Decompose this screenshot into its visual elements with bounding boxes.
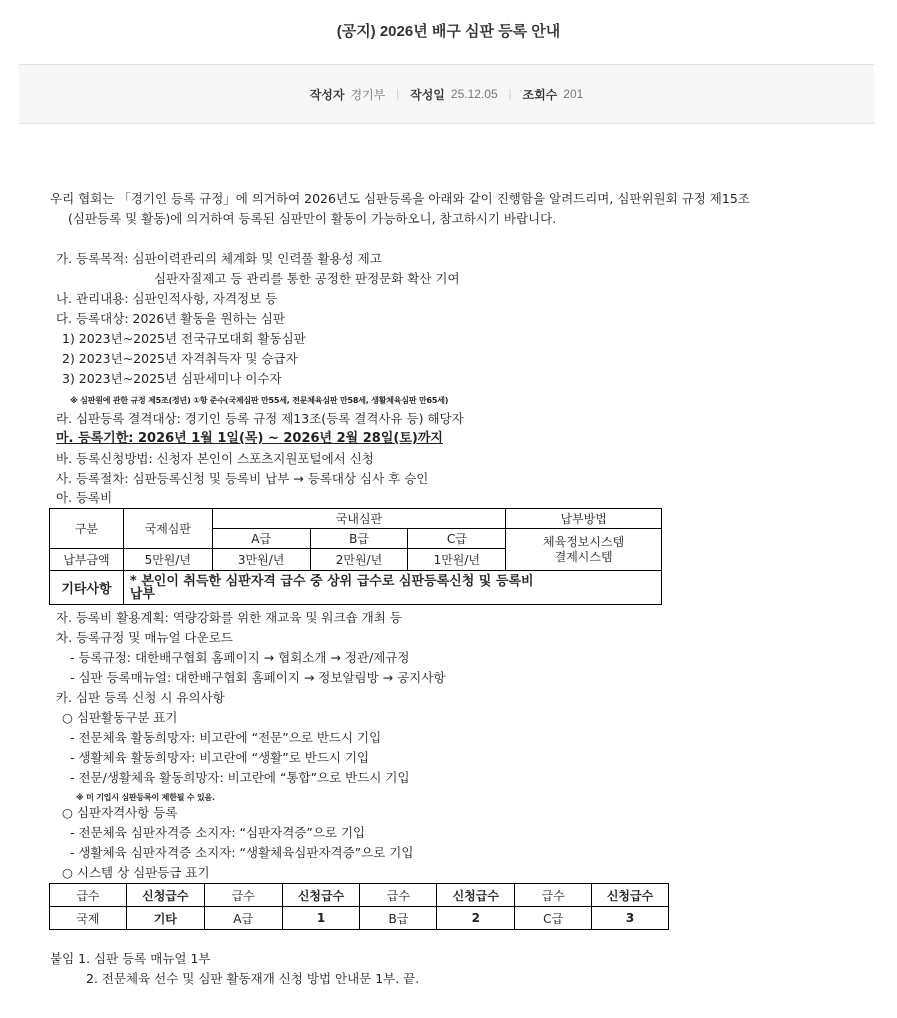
fee-header-pay: 납부방법 bbox=[506, 509, 662, 529]
fee-header-domestic: 국내심판 bbox=[212, 509, 505, 529]
grade-cell: C급 bbox=[515, 907, 592, 930]
grade-header: 급수 bbox=[204, 884, 282, 907]
fee-pay-method-line: 결제시스템 bbox=[554, 549, 613, 564]
views-value: 201 bbox=[563, 87, 584, 101]
section-sa: 사. 등록절차: 심판등록신청 및 등록비 납부 → 등록대상 심사 후 승인 bbox=[56, 471, 429, 486]
fee-header-a: A급 bbox=[212, 529, 310, 549]
fee-intl-amount: 5만원/년 bbox=[123, 549, 212, 571]
fee-etc-text bbox=[123, 571, 661, 605]
section-ka-group: ○ 심판활동구분 표기 bbox=[62, 710, 178, 725]
section-da-item: 1) 2023년~2025년 전국규모대회 활동심판 bbox=[62, 331, 306, 346]
views-label: 조회수 bbox=[522, 87, 558, 102]
date-value: 25.12.05 bbox=[450, 87, 498, 101]
fee-row-label: 납부금액 bbox=[50, 549, 124, 571]
section-ka-note: ※ 미 기입시 심판등록이 제한될 수 있음. bbox=[76, 793, 215, 802]
grade-cell: 3 bbox=[592, 907, 669, 930]
section-da-note: ※ 심판원에 관한 규정 제5조(정년) ①항 준수(국제심판 만55세, 전문체육심판 만58세, 생활체육심판 만65세) bbox=[70, 396, 449, 405]
attachment-line-2: 2. 전문체육 선수 및 심판 활동재개 신청 방법 안내문 1부. 끝. bbox=[86, 971, 420, 986]
grade-cell: 2 bbox=[437, 907, 515, 930]
grade-cell: A급 bbox=[204, 907, 282, 930]
section-ka-group: ○ 심판자격사항 등록 bbox=[62, 805, 178, 820]
fee-pay-method bbox=[506, 529, 662, 571]
section-ga-cont: 심판자질제고 등 관리를 통한 공정한 판정문화 확산 기여 bbox=[154, 271, 460, 286]
fee-header-intl: 국제심판 bbox=[123, 509, 212, 549]
fee-etc-label: 기타사항 bbox=[50, 571, 124, 605]
section-ka-item: - 전문/생활체육 활동희망자: 비고란에 “통합”으로 반드시 기입 bbox=[70, 770, 410, 785]
section-ka-group: ○ 시스템 상 심판등급 표기 bbox=[62, 865, 210, 880]
grade-header: 급수 bbox=[360, 884, 437, 907]
date-label: 작성일 bbox=[410, 87, 445, 102]
fee-b-amount: 2만원/년 bbox=[310, 549, 408, 571]
grade-header: 급수 bbox=[515, 884, 592, 907]
grade-header: 신청급수 bbox=[126, 884, 204, 907]
grade-header: 신청급수 bbox=[282, 884, 360, 907]
section-ka-item: - 생활체육 활동희망자: 비고란에 “생활”로 반드시 기입 bbox=[70, 750, 370, 765]
author-label: 작성자 bbox=[309, 87, 345, 102]
grade-header: 신청급수 bbox=[437, 884, 515, 907]
section-ra: 라. 심판등록 결격대상: 경기인 등록 규정 제13조(등록 결격사유 등) 해당자 bbox=[56, 411, 464, 426]
author-value: 경기부 bbox=[350, 87, 386, 102]
section-cha: 차. 등록규정 및 매뉴얼 다운로드 bbox=[56, 630, 233, 645]
fee-table bbox=[49, 508, 662, 605]
intro-line-1: 우리 협회는 「경기인 등록 규정」에 의거하여 2026년도 심판등록을 아래와 같이 진행함을 알려드리며, 심판위원회 규정 제15조 bbox=[50, 191, 750, 206]
section-na: 나. 관리내용: 심판인적사항, 자격정보 등 bbox=[56, 291, 278, 306]
section-ga: 가. 등록목적: 심판이력관리의 체계화 및 인력풀 활용성 제고 bbox=[56, 251, 382, 266]
fee-etc-text-line: * 본인이 취득한 심판자격 급수 중 상위 급수로 심판등록신청 및 등록비 bbox=[129, 573, 534, 589]
section-cha-item: - 심판 등록매뉴얼: 대한배구협회 홈페이지 → 정보알림방 → 공지사항 bbox=[70, 670, 446, 685]
grade-cell: 국제 bbox=[50, 907, 127, 930]
fee-c-amount: 1만원/년 bbox=[408, 549, 506, 571]
meta-divider: | bbox=[508, 88, 512, 100]
section-cha-item: - 등록규정: 대한배구협회 홈페이지 → 협회소개 → 정관/제규정 bbox=[70, 650, 410, 665]
section-ma-deadline: 마. 등록기한: 2026년 1월 1일(목) ~ 2026년 2월 28일(토)까지 bbox=[56, 431, 443, 446]
fee-header-b: B급 bbox=[310, 529, 408, 549]
section-da: 다. 등록대상: 2026년 활동을 원하는 심판 bbox=[56, 311, 285, 326]
grade-header: 신청급수 bbox=[592, 884, 669, 907]
fee-a-amount: 3만원/년 bbox=[212, 549, 310, 571]
post-meta-bar bbox=[19, 64, 874, 124]
section-ka: 카. 심판 등록 신청 시 유의사항 bbox=[56, 690, 225, 705]
grade-header: 급수 bbox=[50, 884, 127, 907]
fee-pay-method-line: 체육정보시스템 bbox=[543, 534, 625, 549]
section-ka-item: - 전문체육 활동희망자: 비고란에 “전문”으로 반드시 기입 bbox=[70, 730, 382, 745]
grade-table bbox=[49, 883, 669, 930]
fee-etc-text-line: 납부 bbox=[129, 586, 155, 602]
grade-cell: 기타 bbox=[126, 907, 204, 930]
grade-cell: B급 bbox=[360, 907, 437, 930]
grade-cell: 1 bbox=[282, 907, 360, 930]
section-da-item: 2) 2023년~2025년 자격취득자 및 승급자 bbox=[62, 351, 298, 366]
meta-divider: | bbox=[396, 88, 400, 100]
fee-header-gubun: 구분 bbox=[50, 509, 124, 549]
fee-header-c: C급 bbox=[408, 529, 506, 549]
attachment-line-1: 붙임 1. 심판 등록 매뉴얼 1부 bbox=[50, 951, 211, 966]
page-title: (공지) 2026년 배구 심판 등록 안내 bbox=[336, 23, 561, 40]
section-ja: 자. 등록비 활용계획: 역량강화를 위한 재교육 및 워크숍 개최 등 bbox=[56, 610, 402, 625]
section-ba: 바. 등록신청방법: 신청자 본인이 스포츠지원포털에서 신청 bbox=[56, 451, 374, 466]
section-ka-item: - 생활체육 심판자격증 소지자: “생활체육심판자격증”으로 기입 bbox=[70, 845, 414, 860]
section-a: 아. 등록비 bbox=[56, 490, 113, 505]
section-da-item: 3) 2023년~2025년 심판세미나 이수자 bbox=[62, 371, 282, 386]
intro-line-2: (심판등록 및 활동)에 의거하여 등록된 심판만이 활동이 가능하오니, 참고하시기 바랍니다. bbox=[68, 211, 557, 226]
section-ka-item: - 전문체육 심판자격증 소지자: “심판자격증”으로 기입 bbox=[70, 825, 366, 840]
